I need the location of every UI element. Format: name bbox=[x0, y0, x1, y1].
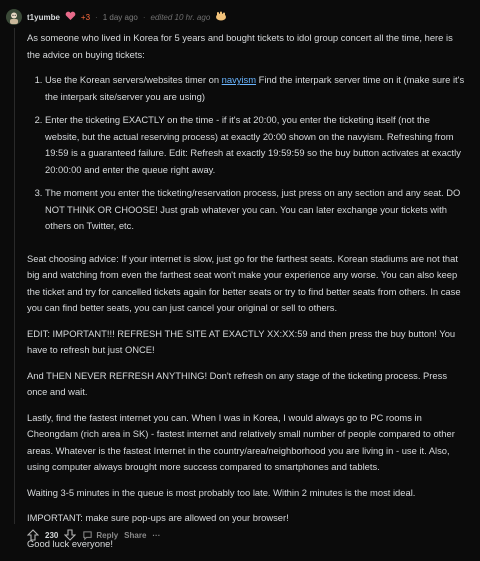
avatar[interactable] bbox=[6, 9, 22, 25]
heart-flair-icon bbox=[65, 11, 76, 23]
edited-timestamp: edited 10 hr. ago bbox=[150, 12, 211, 22]
share-label: Share bbox=[124, 530, 147, 540]
downvote-icon[interactable] bbox=[64, 529, 76, 541]
advice-list bbox=[27, 72, 465, 235]
comment-body bbox=[27, 30, 465, 561]
thread-line[interactable] bbox=[14, 28, 15, 524]
list-item: 3. The moment you enter the ticketing/reservation process, just press on any section and any seat. DO NOT THINK OR CHOOSE! Just grab whatever you can. You can later exchange your tickets with others on Twitter, etc. bbox=[45, 185, 465, 235]
karma-badge: +3 bbox=[80, 12, 91, 22]
list-item bbox=[45, 72, 465, 105]
comment-header bbox=[6, 7, 227, 27]
list-item-text: Find the interpark server time on it (make sure it's the interpark site/server you are using) bbox=[45, 74, 465, 102]
list-item: 2. Enter the ticketing EXACTLY on the time - if it's at 20:00, you enter the ticketing itself (not the website, but the actual reserving process) at exactly 20:00 shown on the navyism. Refreshing from 19:59 is a guaranteed failure. Edit: Refresh at exactly 19:59:59 so the buy button activates at exactly 20:00:00 and enter the queue right away. bbox=[45, 112, 465, 178]
timestamp: 1 day ago bbox=[102, 12, 138, 22]
reply-button[interactable] bbox=[82, 530, 118, 541]
paragraph: Waiting 3-5 minutes in the queue is most probably too late. Within 2 minutes is the most ideal. bbox=[27, 486, 416, 498]
comment-actions bbox=[27, 527, 160, 543]
reply-icon bbox=[82, 530, 93, 541]
more-label: ··· bbox=[152, 530, 161, 540]
share-button[interactable] bbox=[124, 531, 146, 540]
reply-label: Reply bbox=[96, 530, 119, 540]
list-item-text: Use the Korean servers/websites timer on bbox=[45, 74, 222, 85]
intro-paragraph: As someone who lived in Korea for 5 years and bought tickets to idol group concert all the time, here is the advice on buying tickets: bbox=[27, 32, 453, 60]
hand-emoji-icon bbox=[215, 11, 227, 23]
navyism-link[interactable]: navyism bbox=[221, 74, 257, 85]
username[interactable]: t1yumbe bbox=[27, 12, 60, 22]
vote-count: 230 bbox=[45, 530, 59, 540]
upvote-icon[interactable] bbox=[27, 529, 39, 541]
paragraph: Seat choosing advice: If your internet is slow, just go for the farthest seats. Korean stadiums are not that big and watching from even the farthest seat won't make your experience any worse. You can also keep the ticket and try for cancelled tickets again for better seats or try to find better seats from others. In case you can find better seats, you can just cancel your original or sell to others. bbox=[27, 252, 461, 313]
avatar-icon bbox=[6, 9, 22, 25]
paragraph: EDIT: IMPORTANT!!! REFRESH THE SITE AT EXACTLY XX:XX:59 and then press the buy button! You have to refresh but just ONCE! bbox=[27, 327, 456, 355]
paragraph: Good luck everyone! bbox=[27, 537, 113, 549]
separator: · bbox=[142, 12, 146, 22]
more-options-button[interactable] bbox=[152, 531, 160, 540]
paragraph: And THEN NEVER REFRESH ANYTHING! Don't refresh on any stage of the ticketing process. Press once and wait. bbox=[27, 369, 448, 397]
separator: · bbox=[95, 12, 98, 22]
paragraph: Lastly, find the fastest internet you can. When I was in Korea, I would always go to PC rooms in Cheongdam (rich area in SK) - fastest internet and relatively small number of people compared to other areas. Whatever is the fastest Internet in the country/area/neighborhood you are living in - use it. Also, using computer always brought more success compared to smartphones and tablets. bbox=[27, 411, 455, 472]
paragraph: IMPORTANT: make sure pop-ups are allowed on your browser! bbox=[27, 512, 289, 523]
